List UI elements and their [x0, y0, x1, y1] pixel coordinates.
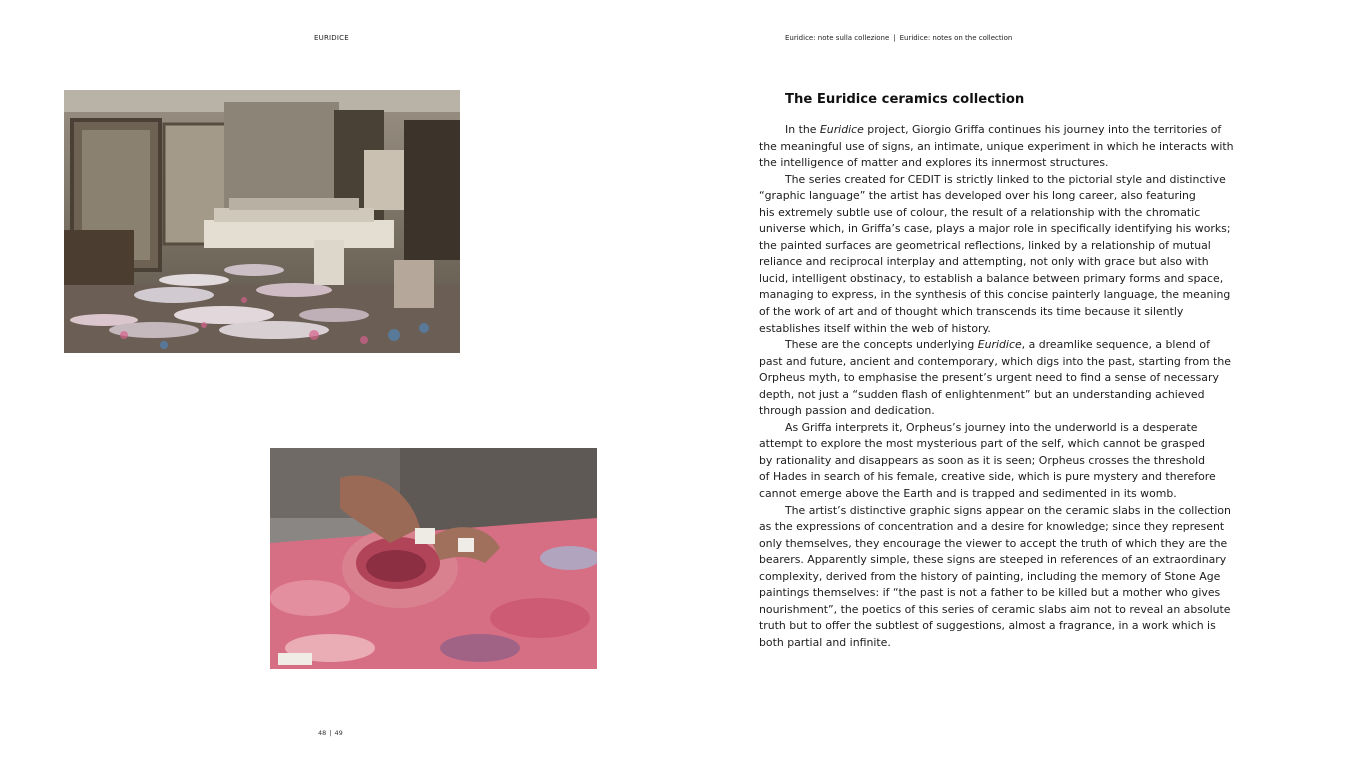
body-text: both partial and infinite. [759, 635, 891, 649]
body-text: managing to express, in the synthesis of this concise painterly language, the meaning [759, 288, 1231, 302]
body-paragraph [759, 122, 1234, 172]
body-text: Orpheus myth, to emphasise the present’s urgent need to find a sense of necessary [759, 371, 1219, 385]
body-text: project, Giorgio Griffa continues his journey into the territories of [863, 123, 1222, 136]
body-line [759, 304, 1227, 321]
running-head-right [785, 34, 1012, 42]
body-text: of the work of art and of thought which transcends its time because it silently [759, 305, 1184, 319]
body-text: establishes itself within the web of history. [759, 321, 991, 335]
body-paragraph [759, 503, 1231, 652]
body-line [759, 618, 1227, 635]
body-line [759, 321, 1227, 338]
body-text: “graphic language” the artist has developed over his long career, also featuring [759, 189, 1196, 203]
body-text: his extremely subtle use of colour, the result of a relationship with the chromatic [759, 205, 1201, 219]
page-number-left: 48 [318, 729, 327, 737]
body-text: cannot emerge above the Earth and is trapped and sedimented in its womb. [759, 487, 1177, 501]
body-text: past and future, ancient and contemporary, which digs into the past, starting from the [759, 354, 1231, 368]
body-line [759, 569, 1227, 586]
body-line [759, 155, 1227, 172]
body-line [759, 337, 1227, 354]
body-line [759, 354, 1231, 371]
body-paragraph [759, 172, 1231, 337]
page-number-right: 49 [334, 729, 343, 737]
body-line [759, 536, 1227, 553]
running-head-left: EURIDICE [314, 34, 349, 42]
body-line [759, 139, 1234, 156]
body-text: bearers. Apparently simple, these signs are steeped in references of an extraordinary [759, 553, 1227, 567]
folio-separator: | [329, 729, 332, 737]
body-text: of Hades in search of his female, creative side, which is pure mystery and therefore [759, 470, 1216, 484]
body-text: universe which, in Griffa’s case, plays a major role in specifically identifying his works; [759, 222, 1231, 236]
body-text: the meaningful use of signs, an intimate, unique experiment in which he interacts with [759, 139, 1234, 153]
body-text: only themselves, they encourage the viewer to accept the truth of which they are the [759, 536, 1228, 550]
body-text: , a dreamlike sequence, a blend of [1021, 338, 1210, 352]
body-line [759, 635, 1227, 652]
body-line [759, 205, 1227, 222]
body-line [759, 387, 1227, 404]
body-line [759, 519, 1227, 536]
body-line [759, 436, 1227, 453]
running-head-separator: | [893, 34, 896, 42]
body-paragraph [759, 337, 1231, 420]
article [759, 92, 1234, 652]
body-text: as the expressions of concentration and a desire for knowledge; since they represent [759, 520, 1225, 534]
running-head-italian: Euridice: note sulla collezione [785, 34, 890, 42]
body-line [759, 453, 1227, 470]
body-line [759, 122, 1227, 139]
body-line [759, 403, 1227, 420]
body-text: depth, not just a “sudden flash of enlightenment” but an understanding achieved [759, 387, 1205, 401]
body-text: reliance and reciprocal interplay and attempting, not only with grace but also with [759, 255, 1209, 269]
body-line [759, 585, 1227, 602]
body-line [759, 271, 1227, 288]
body-text: These are the concepts underlying [785, 338, 978, 352]
body-text: by rationality and disappears as soon as it is seen; Orpheus crosses the threshold [759, 453, 1206, 467]
body-text: attempt to explore the most mysterious part of the self, which cannot be grasped [759, 437, 1206, 451]
body-line [759, 602, 1231, 619]
body-text: truth but to offer the subtlest of suggestions, almost a fragrance, in a work which is [759, 619, 1216, 633]
body-line [759, 552, 1227, 569]
body-line [759, 254, 1227, 271]
running-head-english: Euridice: notes on the collection [899, 34, 1013, 42]
italic-title: Euridice [819, 123, 864, 136]
body-line [759, 172, 1227, 189]
italic-title: Euridice [977, 338, 1022, 352]
article-title: The Euridice ceramics collection [785, 92, 1025, 107]
body-text: The series created for CEDIT is strictly linked to the pictorial style and distinctive [785, 172, 1226, 186]
body-text: In the [785, 123, 820, 136]
body-paragraph [759, 420, 1227, 503]
body-line [759, 287, 1231, 304]
body-text: complexity, derived from the history of painting, including the memory of Stone Age [759, 569, 1221, 583]
body-text: the intelligence of matter and explores its innermost structures. [759, 156, 1109, 170]
body-line [759, 188, 1227, 205]
body-text: the painted surfaces are geometrical reflections, linked by a relationship of mutual [759, 238, 1211, 252]
body-line [759, 221, 1231, 238]
folio [318, 729, 343, 737]
body-text: As Griffa interprets it, Orpheus’s journey into the underworld is a desperate [785, 420, 1198, 434]
body-text: through passion and dedication. [759, 404, 935, 418]
body-line [759, 486, 1227, 503]
body-line [759, 370, 1227, 387]
article-body [759, 122, 1234, 652]
body-line [759, 469, 1227, 486]
body-text: paintings themselves: if “the past is not a father to be killed but a mother who gives [759, 586, 1221, 600]
body-text: The artist’s distinctive graphic signs appear on the ceramic slabs in the collection [785, 503, 1231, 517]
body-line [759, 238, 1227, 255]
body-text: lucid, intelligent obstinacy, to establish a balance between primary forms and space, [759, 271, 1224, 285]
body-line [759, 503, 1231, 520]
studio-paint-tubes-photo [64, 90, 460, 353]
body-line [759, 420, 1227, 437]
hands-ceramic-bowl-photo [270, 448, 597, 669]
body-text: nourishment”, the poetics of this series of ceramic slabs aim not to reveal an absolute [759, 602, 1231, 616]
